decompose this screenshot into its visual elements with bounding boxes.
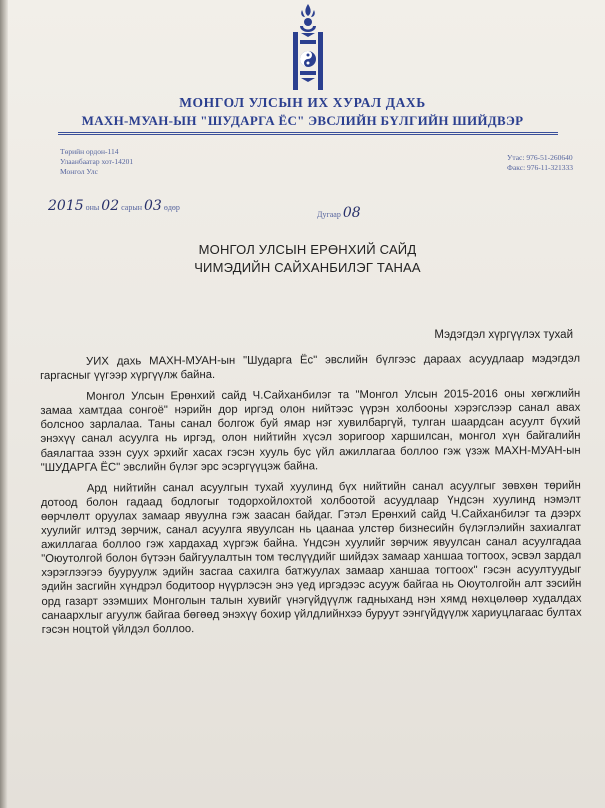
address-line: Улаанбаатар хот-14201 [60,157,134,166]
address-line: Төрийн ордон-114 [60,147,119,156]
date-year-suffix: оны [85,203,100,212]
contact-block [507,153,573,173]
body-paragraph: УИХ дахь МАХН-МУАН-ын "Шударга Ёс" эвслийн бүлгээс дараах асуудлаар мэдэгдэл гаргасныг үүгээр хүргүүлж байна. [40,352,581,383]
soyombo-emblem-icon [288,2,328,92]
subject-line: Мэдэгдэл хүргүүлэх тухай [434,329,573,341]
recipient-name: ЧИМЭДИЙН САЙХАНБИЛЭГ ТАНАА [194,260,421,275]
header-divider-2 [58,134,558,135]
date-line [48,198,180,214]
address-block [60,147,133,177]
date-year: 2015 [48,198,84,214]
phone-line: Утас: 976-51-260640 [507,153,573,162]
date-day-suffix: өдөр [163,203,180,212]
address-line: Монгол Улс [60,167,98,176]
body-paragraph: Монгол Улсын Ерөнхий сайд Ч.Сайханбилэг та "Монгол Улсын 2015-2016 оны хөгжлийн замаа хамтдаа сонгоё" нэрийн дор иргэд олон нийтээс үүрэн холбооны хэрэгслээр санал авах болсноо зарлалаа. Таны санал болгож буй ямар нэг хувилбаргүй, тулган шаардсан асуулт бүхий энэхүү санал асуулга нь иргэд, олон нийтийн хүсэл зоригоор харшилсан, монгол хүн байгалийн баялагтаа эзэн суух эрхийг хасах гэсэн хууль бус үйл ажиллагаа боллоо гэж үзэж МАХН-МУАН-ын "ШУДАРГА ЁС" эвслийн бүлэг эрс эсэргүүцэж байна. [40,387,581,474]
number-label: Дугаар [317,210,341,219]
date-day: 03 [143,198,162,214]
fax-line: Факс: 976-11-321333 [507,163,573,172]
org-title-line2: МАХН-МУАН-ЫН "ШУДАРГА ЁС" ЭВСЛИЙН БҮЛГИЙН ШИЙДВЭР [81,113,524,128]
date-month-suffix: сарын [121,203,142,212]
date-month: 02 [101,198,120,214]
document-number [317,205,361,221]
org-title-line1: МОНГОЛ УЛСЫН ИХ ХУРАЛ ДАХЬ [179,95,426,110]
number-value: 08 [342,205,361,221]
recipient-title: МОНГОЛ УЛСЫН ЕРӨНХИЙ САЙД [198,242,417,257]
letter-body [40,352,582,644]
body-paragraph: Ард нийтийн санал асуулгын тухай хуулинд бүх нийтийн санал асуулгыг зөвхөн төрийн дотоод болон гадаад бодлогыг тодорхойлохтой холбоотой асуудлаар Үндсэн хуулинд нэмэлт өөрчлөлт оруулах замаар явуулна гэж заасан байдаг. Гэтэл Ерөнхий сайд Ч.Сайханбилэг та дээрх хуулийг илтэд зөрчиж, санал асуулга явуулсан нь цаанаа улстөр бизнесийн бүлэглэлийн захиалгат ажиллагаа боллоо гэж хардахад хүргэж байна. Үндсэн хуулийг зөрчиж явуулсан санал асуулгадаа "Оюутолгой болон бүтээн байгуулалтын том төслүүдийг шийдэх замаар ханшаа тогтоох, эсвэл зардал хэрэглээгээ бууруулж эдийн засгаа сахилга батжуулах замаар ханшаа тогтоох" гэсэн асуултуудыг эдийн засгийн хүндрэл бодитоор нүүрлэсэн энэ үед иргэдээс асууж байгаа нь Оюутолгойн алт зэсийн орд газарт эзэмших Монголын талын хувийг үнэгүйдүүлж гадныханд нэн хямд нөхцөлөөр худалдах санаархлыг агуулж байгаа бөгөөд энэхүү бохир үйлдлийнхээ буруут ээнгүйдүүлж хариуцлагаас бултах гэсэн ноцтой үйлдэл боллоо. [40,479,582,636]
header-divider [58,132,558,133]
